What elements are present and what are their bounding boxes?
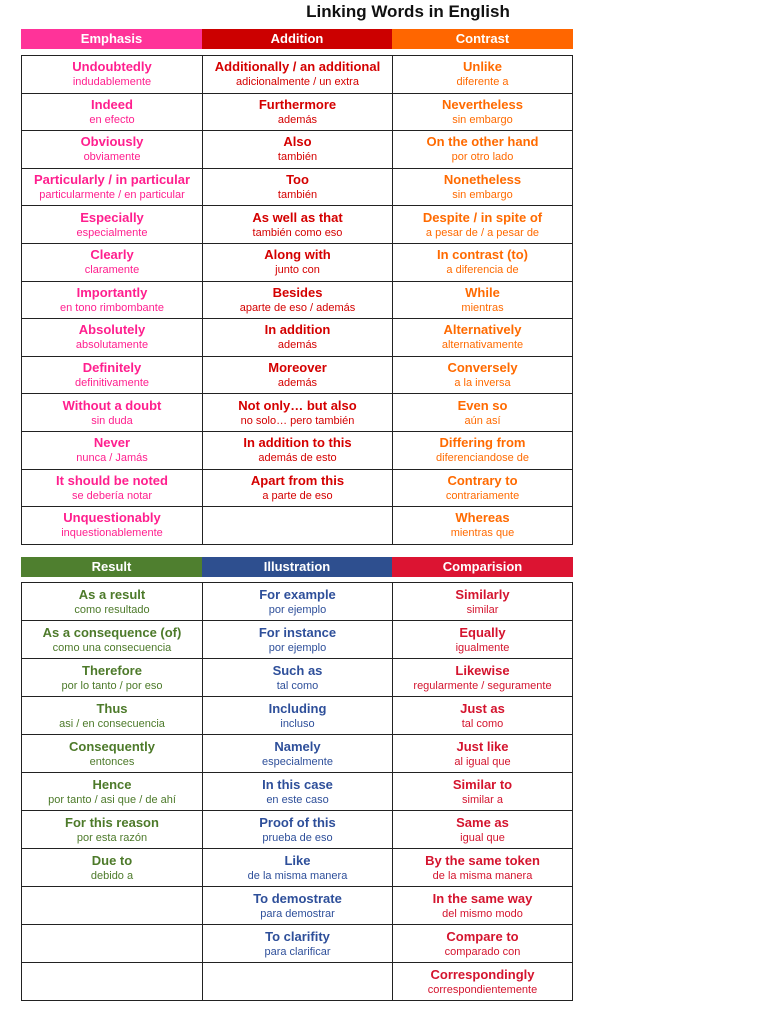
term-spanish: igualmente (455, 641, 510, 654)
table-cell (203, 282, 393, 320)
term-english: As well as that (252, 209, 343, 225)
term-spanish: especialmente (262, 755, 333, 768)
table-cell (393, 169, 573, 207)
term-spanish: para clarificar (264, 945, 331, 958)
term-spanish: al igual que (454, 755, 511, 768)
term-english: Conversely (447, 360, 518, 376)
term-spanish: además de esto (258, 452, 337, 465)
term-english: Apart from this (250, 472, 345, 488)
term-english: Correspondingly (430, 966, 535, 982)
top-table-section (21, 29, 573, 540)
term-spanish: particularmente / en particular (39, 189, 185, 202)
term-spanish: junto con (275, 264, 320, 277)
table-cell (203, 887, 393, 925)
term-spanish: mientras (461, 301, 504, 314)
table-cell (393, 773, 573, 811)
term-spanish: a pesar de / a pesar de (425, 226, 540, 239)
term-spanish: similar (466, 603, 499, 616)
term-english: In the same way (432, 890, 533, 906)
term-spanish: prueba de eso (262, 831, 333, 844)
term-english: Particularly / in particular (33, 172, 191, 188)
term-spanish: para demostrar (260, 907, 335, 920)
table-row (22, 394, 573, 432)
table-row (22, 282, 573, 320)
table-cell (203, 849, 393, 887)
term-spanish: en este caso (266, 793, 329, 806)
term-english: Including (268, 700, 327, 716)
table-cell (203, 432, 393, 470)
term-english: Alternatively (443, 322, 522, 338)
term-spanish: del mismo modo (442, 907, 523, 920)
term-spanish: tal como (276, 679, 319, 692)
term-english: Undoubtedly (72, 59, 152, 75)
table-cell (393, 131, 573, 169)
table-cell (393, 319, 573, 357)
header-comparision: Comparision (392, 557, 573, 577)
table-cell (203, 206, 393, 244)
table-row (22, 849, 573, 887)
table-cell (22, 735, 203, 773)
term-english: Furthermore (258, 96, 337, 112)
term-english: Contrary to (447, 472, 518, 488)
term-english: For example (259, 586, 336, 602)
term-spanish: en tono rimbombante (60, 301, 164, 314)
table-cell (393, 925, 573, 963)
term-english: Clearly (90, 247, 134, 263)
term-spanish: debido a (90, 869, 134, 882)
table-cell (203, 735, 393, 773)
table-cell (203, 507, 393, 545)
term-english: Hence (92, 776, 132, 792)
bottom-table-section (21, 557, 573, 996)
term-spanish: se debería notar (71, 489, 153, 502)
header-addition: Addition (202, 29, 392, 49)
table-row (22, 131, 573, 169)
top-table (21, 55, 573, 545)
term-spanish: también como eso (252, 226, 343, 239)
term-spanish: definitivamente (75, 377, 149, 390)
table-cell (393, 621, 573, 659)
table-row (22, 963, 573, 1001)
term-spanish: sin embargo (452, 189, 513, 202)
table-cell (393, 887, 573, 925)
term-english: Equally (459, 624, 506, 640)
table-cell (203, 773, 393, 811)
term-english: Also (283, 134, 312, 150)
term-english: Especially (80, 209, 144, 225)
table-row (22, 925, 573, 963)
term-english: Despite / in spite of (422, 209, 543, 225)
term-spanish: tal como (461, 717, 504, 730)
table-cell (393, 470, 573, 508)
term-english: Whereas (455, 510, 510, 526)
table-cell (393, 394, 573, 432)
term-english: Importantly (76, 284, 148, 300)
term-english: Indeed (91, 96, 133, 112)
term-english: Differing from (439, 435, 526, 451)
term-english: While (465, 284, 500, 300)
table-cell (22, 94, 203, 132)
table-cell (203, 583, 393, 621)
term-english: On the other hand (426, 134, 539, 150)
term-english: Along with (264, 247, 331, 263)
term-spanish: por tanto / asi que / de ahí (48, 793, 176, 806)
table-cell (393, 697, 573, 735)
term-english: Moreover (268, 360, 327, 376)
table-cell (22, 811, 203, 849)
term-english: By the same token (425, 852, 540, 868)
term-spanish: mientras que (450, 527, 515, 540)
term-spanish: comparado con (444, 945, 521, 958)
table-cell (203, 56, 393, 94)
term-english: Thus (96, 700, 128, 716)
term-spanish: a diferencia de (446, 264, 519, 277)
table-cell (22, 887, 203, 925)
table-cell (22, 470, 203, 508)
table-cell (22, 659, 203, 697)
term-spanish: no solo… pero también (240, 414, 355, 427)
term-spanish: además (277, 113, 318, 126)
term-english: In contrast (to) (437, 247, 528, 263)
table-cell (203, 169, 393, 207)
table-cell (22, 583, 203, 621)
term-spanish: como una consecuencia (52, 641, 172, 654)
term-english: Just as (460, 700, 505, 716)
term-english: Even so (457, 397, 508, 413)
table-cell (203, 621, 393, 659)
header-emphasis: Emphasis (21, 29, 202, 49)
term-spanish: incluso (280, 717, 315, 730)
term-english: In addition (264, 322, 331, 338)
term-english: Similarly (455, 586, 510, 602)
table-cell (203, 963, 393, 1001)
term-spanish: como resultado (74, 603, 150, 616)
table-cell (393, 56, 573, 94)
table-cell (22, 244, 203, 282)
table-cell (22, 963, 203, 1001)
term-spanish: inquestionablemente (61, 527, 163, 540)
table-cell (22, 925, 203, 963)
table-row (22, 887, 573, 925)
term-spanish: igual que (460, 831, 505, 844)
term-english: Absolutely (78, 322, 146, 338)
term-spanish: claramente (84, 264, 140, 277)
term-english: Nonetheless (443, 172, 522, 188)
term-spanish: además (277, 339, 318, 352)
table-row (22, 773, 573, 811)
term-english: To clarifity (265, 928, 330, 944)
table-cell (393, 94, 573, 132)
bottom-table (21, 582, 573, 1001)
table-cell (22, 206, 203, 244)
table-row (22, 319, 573, 357)
term-english: As a result (78, 586, 146, 602)
term-english: Without a doubt (62, 397, 162, 413)
term-spanish: por otro lado (451, 151, 514, 164)
term-spanish: también (277, 189, 318, 202)
table-cell (203, 659, 393, 697)
header-illustration: Illustration (202, 557, 392, 577)
term-spanish: obviamente (83, 151, 141, 164)
term-spanish: diferente a (456, 76, 509, 89)
term-english: Similar to (452, 776, 513, 792)
term-spanish: en efecto (89, 113, 135, 126)
term-english: Unquestionably (63, 510, 161, 526)
term-spanish: por lo tanto / por eso (61, 679, 163, 692)
table-cell (393, 583, 573, 621)
table-cell (203, 925, 393, 963)
table-cell (393, 659, 573, 697)
table-cell (393, 432, 573, 470)
table-row (22, 735, 573, 773)
top-header-row (21, 29, 573, 49)
table-row (22, 206, 573, 244)
term-spanish: por ejemplo (268, 603, 327, 616)
table-cell (203, 244, 393, 282)
table-row (22, 470, 573, 508)
term-english: Therefore (82, 662, 142, 678)
header-contrast: Contrast (392, 29, 573, 49)
term-spanish: regularmente / seguramente (413, 679, 552, 692)
term-spanish: sin duda (91, 414, 133, 427)
header-result: Result (21, 557, 202, 577)
term-english: Never (93, 435, 131, 451)
term-english: It should be noted (56, 472, 168, 488)
table-cell (393, 357, 573, 395)
term-english: Same as (456, 814, 509, 830)
bottom-header-row (21, 557, 573, 577)
table-cell (22, 773, 203, 811)
term-spanish: además (277, 377, 318, 390)
table-row (22, 697, 573, 735)
table-cell (22, 169, 203, 207)
term-spanish: aparte de eso / además (239, 301, 356, 314)
term-spanish: sin embargo (452, 113, 513, 126)
table-cell (203, 394, 393, 432)
term-spanish: a parte de eso (262, 489, 333, 502)
term-spanish: asi / en consecuencia (59, 717, 165, 730)
table-cell (22, 849, 203, 887)
table-cell (22, 697, 203, 735)
term-english: For this reason (65, 814, 159, 830)
term-spanish: de la misma manera (247, 869, 348, 882)
table-cell (203, 319, 393, 357)
term-english: To demostrate (253, 890, 342, 906)
table-cell (22, 357, 203, 395)
table-row (22, 811, 573, 849)
term-english: In this case (262, 776, 333, 792)
term-spanish: adicionalmente / un extra (236, 76, 359, 89)
term-spanish: especialmente (76, 226, 148, 239)
table-cell (393, 244, 573, 282)
table-cell (393, 282, 573, 320)
term-spanish: a la inversa (454, 377, 511, 390)
term-spanish: diferenciandose de (436, 452, 529, 465)
term-spanish: correspondientemente (427, 983, 538, 996)
table-row (22, 169, 573, 207)
table-cell (22, 56, 203, 94)
table-cell (393, 735, 573, 773)
term-spanish: indudablemente (72, 76, 152, 89)
term-spanish: contrariamente (445, 489, 520, 502)
table-cell (203, 131, 393, 169)
table-cell (22, 131, 203, 169)
term-english: Additionally / an additional (214, 59, 381, 75)
table-cell (22, 432, 203, 470)
table-cell (203, 697, 393, 735)
term-spanish: de la misma manera (432, 869, 533, 882)
term-spanish: absolutamente (75, 339, 149, 352)
table-row (22, 357, 573, 395)
term-spanish: entonces (89, 755, 135, 768)
table-cell (203, 94, 393, 132)
term-spanish: similar a (462, 793, 503, 806)
table-cell (22, 319, 203, 357)
term-english: Not only… but also (238, 397, 357, 413)
table-cell (22, 507, 203, 545)
term-english: Like (284, 852, 311, 868)
term-english: Such as (272, 662, 323, 678)
table-row (22, 659, 573, 697)
term-spanish: por esta razón (76, 831, 148, 844)
table-cell (203, 357, 393, 395)
table-cell (393, 849, 573, 887)
table-cell (22, 282, 203, 320)
term-english: As a consequence (of) (42, 624, 182, 640)
table-row (22, 244, 573, 282)
term-english: Obviously (80, 134, 144, 150)
page-title: Linking Words in English (306, 2, 510, 21)
table-row (22, 94, 573, 132)
table-row (22, 507, 573, 545)
term-spanish: aún así (464, 414, 501, 427)
table-cell (22, 394, 203, 432)
term-english: Likewise (455, 662, 510, 678)
term-english: Just like (456, 738, 509, 754)
term-spanish: por ejemplo (268, 641, 327, 654)
term-english: For instance (258, 624, 337, 640)
term-english: Definitely (82, 360, 142, 376)
table-cell (393, 963, 573, 1001)
term-english: Nevertheless (442, 96, 523, 112)
table-cell (393, 811, 573, 849)
term-english: Unlike (462, 59, 502, 75)
term-english: Too (286, 172, 309, 188)
table-row (22, 621, 573, 659)
table-cell (22, 621, 203, 659)
table-cell (393, 507, 573, 545)
term-english: Proof of this (259, 814, 336, 830)
table-row (22, 432, 573, 470)
table-cell (203, 470, 393, 508)
term-english: Namely (274, 738, 321, 754)
table-cell (203, 811, 393, 849)
term-spanish: nunca / Jamás (76, 452, 148, 465)
term-spanish: también (277, 151, 318, 164)
term-english: Besides (272, 284, 323, 300)
table-row (22, 56, 573, 94)
table-cell (393, 206, 573, 244)
term-english: In addition to this (243, 435, 352, 451)
term-english: Due to (91, 852, 133, 868)
table-row (22, 583, 573, 621)
term-english: Compare to (446, 928, 519, 944)
term-spanish: alternativamente (441, 339, 524, 352)
term-english: Consequently (69, 738, 155, 754)
